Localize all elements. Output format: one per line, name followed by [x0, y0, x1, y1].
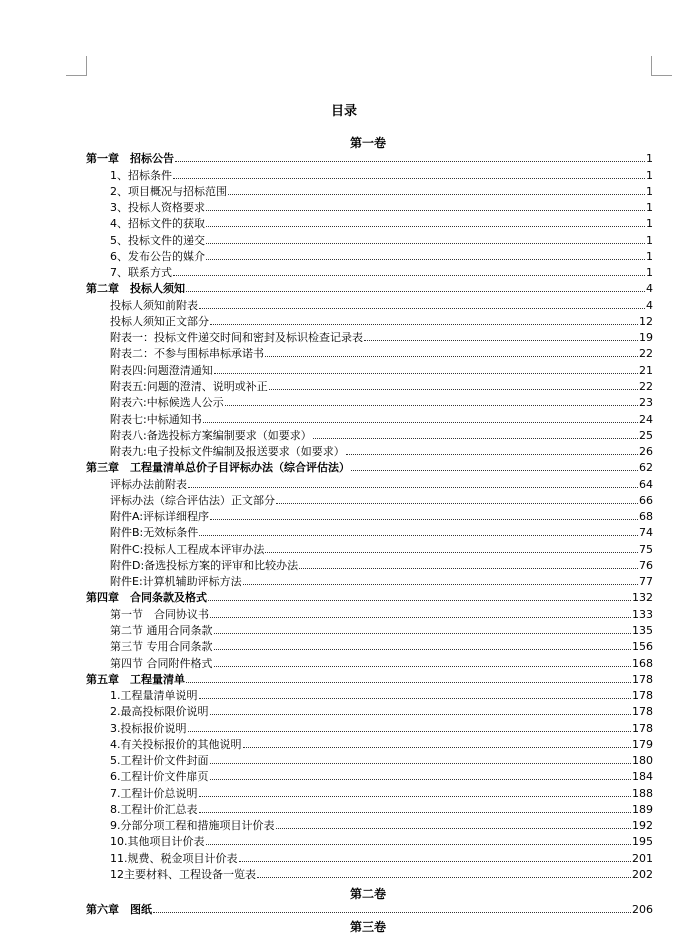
toc-entry-page-number: 21: [639, 363, 653, 377]
dot-leader: [243, 747, 632, 748]
toc-entry-label: 附表二：不参与围标串标承诺书: [110, 347, 264, 361]
toc-entry-page-number: 1: [646, 168, 653, 182]
dot-leader: [206, 844, 632, 845]
dot-leader: [276, 828, 632, 829]
dot-leader: [173, 178, 645, 179]
toc-entry-page-number: 1: [646, 152, 653, 166]
toc-entry[interactable]: [86, 686, 653, 702]
dot-leader: [188, 487, 638, 488]
toc-entry[interactable]: [86, 377, 653, 393]
toc-entry-page-number: 68: [639, 510, 653, 524]
toc-entry-page-number: 22: [639, 347, 653, 361]
toc-entry-label: 第一章 招标公告: [86, 152, 174, 166]
toc-entry-label: 7、联系方式: [110, 266, 172, 280]
toc-entry-page-number: 77: [639, 575, 653, 589]
toc-entry[interactable]: [86, 621, 653, 637]
toc-entry[interactable]: [86, 767, 653, 783]
toc-entry[interactable]: [86, 263, 653, 279]
toc-chapter-entry[interactable]: [86, 588, 653, 604]
toc-entry-label: 附表六:中标候选人公示: [110, 396, 224, 410]
toc-entry[interactable]: [86, 751, 653, 767]
toc-entry-page-number: 76: [639, 558, 653, 572]
toc-entry[interactable]: [86, 328, 653, 344]
dot-leader: [186, 682, 631, 683]
toc-entry[interactable]: [86, 702, 653, 718]
dot-leader: [243, 584, 638, 585]
toc-entry-page-number: 62: [639, 461, 653, 475]
toc-chapter-entry[interactable]: [86, 458, 653, 474]
toc-entry-page-number: 192: [632, 819, 653, 833]
toc-entry[interactable]: [86, 409, 653, 425]
toc-entry-label: 第六章 图纸: [86, 903, 152, 917]
dot-leader: [188, 731, 632, 732]
dot-leader: [210, 519, 638, 520]
toc-entry-label: 第四节 合同附件格式: [110, 656, 213, 670]
toc-entry-page-number: 135: [632, 623, 653, 637]
toc-entry[interactable]: [86, 848, 653, 864]
toc-entry-label: 3、投标人资格要求: [110, 201, 205, 215]
toc-entry-label: 2.最高投标限价说明: [110, 705, 209, 719]
toc-entry-label: 1、招标条件: [110, 168, 172, 182]
toc-entry-page-number: 133: [632, 607, 653, 621]
toc-entry-label: 附表九:电子投标文件编制及报送要求（如要求）: [110, 445, 345, 459]
toc-entry-page-number: 25: [639, 428, 653, 442]
volume-heading-2: 第二卷: [349, 887, 386, 901]
crop-mark-left-vertical: [86, 56, 87, 76]
toc-entry[interactable]: [86, 360, 653, 376]
toc-list: [86, 149, 653, 881]
dot-leader: [257, 877, 631, 878]
toc-entry-label: 6、发布公告的媒介: [110, 249, 205, 263]
toc-entry[interactable]: [86, 507, 653, 523]
toc-entry-label: 附件E:计算机辅助评标方法: [110, 575, 242, 589]
toc-entry-label: 11.规费、税金项目计价表: [110, 851, 238, 865]
crop-mark-right-vertical: [651, 56, 652, 76]
toc-entry-label: 5.工程计价文件封面: [110, 754, 209, 768]
toc-entry-label: 第四章 合同条款及格式: [86, 591, 207, 605]
toc-entry-page-number: 178: [632, 705, 653, 719]
toc-entry-label: 9.分部分项工程和措施项目计价表: [110, 819, 275, 833]
toc-entry[interactable]: [86, 474, 653, 490]
toc-entry-page-number: 178: [632, 672, 653, 686]
toc-entry-page-number: 179: [632, 737, 653, 751]
toc-entry-page-number: 195: [632, 835, 653, 849]
toc-entry[interactable]: [86, 832, 653, 848]
toc-entry-page-number: 168: [632, 656, 653, 670]
toc-entry-label: 附件C:投标人工程成本评审办法: [110, 542, 265, 556]
toc-entry-label: 附件A:评标详细程序: [110, 510, 210, 524]
dot-leader: [199, 796, 632, 797]
toc-list-volume-2: [86, 900, 653, 916]
toc-entry-page-number: 64: [639, 477, 653, 491]
volume-heading-3: 第三卷: [349, 920, 386, 934]
toc-entry[interactable]: [86, 572, 653, 588]
toc-chapter-entry[interactable]: [86, 149, 653, 165]
toc-entry-label: 附表一：投标文件递交时间和密封及标识检查记录表: [110, 331, 363, 345]
toc-entry-label: 附件B:无效标条件: [110, 526, 199, 540]
toc-entry-page-number: 74: [639, 526, 653, 540]
toc-entry[interactable]: [86, 182, 653, 198]
toc-entry[interactable]: [86, 442, 653, 458]
dot-leader: [269, 389, 638, 390]
toc-entry[interactable]: [86, 523, 653, 539]
toc-entry[interactable]: [86, 295, 653, 311]
toc-entry-page-number: 19: [639, 331, 653, 345]
toc-entry-label: 投标人须知正文部分: [110, 314, 209, 328]
page-title: 目录: [330, 104, 357, 119]
dot-leader: [276, 503, 638, 504]
dot-leader: [199, 308, 645, 309]
toc-entry[interactable]: [86, 637, 653, 653]
dot-leader: [199, 535, 638, 536]
dot-leader: [265, 356, 638, 357]
toc-entry-label: 5、投标文件的递交: [110, 233, 205, 247]
toc-entry-label: 第一节 合同协议书: [110, 607, 209, 621]
toc-entry-label: 第五章 工程量清单: [86, 672, 185, 686]
toc-entry-page-number: 75: [639, 542, 653, 556]
toc-entry-page-number: 1: [646, 217, 653, 231]
toc-entry[interactable]: [86, 865, 653, 881]
toc-entry-page-number: 1: [646, 266, 653, 280]
dot-leader: [214, 649, 632, 650]
toc-chapter-entry[interactable]: [86, 900, 653, 916]
dot-leader: [346, 454, 638, 455]
dot-leader: [265, 552, 638, 553]
toc-entry[interactable]: [86, 783, 653, 799]
dot-leader: [299, 568, 638, 569]
toc-entry[interactable]: [86, 653, 653, 669]
toc-entry-page-number: 206: [632, 903, 653, 917]
toc-entry-page-number: 132: [632, 591, 653, 605]
dot-leader: [210, 779, 632, 780]
toc-entry-label: 3.投标报价说明: [110, 721, 187, 735]
dot-leader: [364, 340, 638, 341]
toc-entry[interactable]: [86, 491, 653, 507]
toc-entry-page-number: 12: [639, 314, 653, 328]
toc-entry[interactable]: [86, 718, 653, 734]
toc-entry-page-number: 1: [646, 201, 653, 215]
toc-entry[interactable]: [86, 247, 653, 263]
dot-leader: [210, 617, 631, 618]
dot-leader: [206, 226, 645, 227]
toc-entry[interactable]: [86, 816, 653, 832]
toc-entry-label: 1.工程量清单说明: [110, 689, 198, 703]
toc-entry[interactable]: [86, 230, 653, 246]
toc-entry[interactable]: [86, 393, 653, 409]
toc-entry-label: 第三章 工程量清单总价子目评标办法（综合评估法）: [86, 461, 350, 475]
toc-entry[interactable]: [86, 312, 653, 328]
toc-entry-label: 第三节 专用合同条款: [110, 640, 213, 654]
volume-heading-1: 第一卷: [349, 136, 386, 150]
toc-entry-label: 附件D:备选投标方案的评审和比较办法: [110, 558, 299, 572]
dot-leader: [173, 275, 645, 276]
toc-entry-label: 附表四:问题澄清通知: [110, 363, 213, 377]
toc-entry[interactable]: [86, 800, 653, 816]
toc-entry-label: 第二章 投标人须知: [86, 282, 185, 296]
dot-leader: [214, 666, 632, 667]
toc-entry-label: 4、招标文件的获取: [110, 217, 205, 231]
dot-leader: [214, 633, 632, 634]
toc-entry-label: 7.工程计价总说明: [110, 786, 198, 800]
crop-mark-right-horizontal: [651, 75, 672, 76]
dot-leader: [203, 422, 638, 423]
toc-entry-page-number: 4: [646, 298, 653, 312]
toc-entry-label: 10.其他项目计价表: [110, 835, 205, 849]
toc-entry-label: 附表五:问题的澄清、说明或补正: [110, 379, 268, 393]
dot-leader: [313, 438, 638, 439]
dot-leader: [210, 763, 632, 764]
toc-entry-page-number: 156: [632, 640, 653, 654]
dot-leader: [214, 373, 638, 374]
dot-leader: [175, 161, 645, 162]
toc-entry-page-number: 4: [646, 282, 653, 296]
toc-entry-label: 12主要材料、工程设备一览表: [110, 867, 256, 881]
toc-entry[interactable]: [86, 344, 653, 360]
toc-entry-page-number: 22: [639, 379, 653, 393]
dot-leader: [210, 324, 638, 325]
toc-entry-label: 评标办法前附表: [110, 477, 187, 491]
toc-entry-label: 2、项目概况与招标范围: [110, 184, 227, 198]
toc-entry-page-number: 1: [646, 249, 653, 263]
toc-entry-page-number: 180: [632, 754, 653, 768]
dot-leader: [153, 912, 631, 913]
toc-entry-label: 投标人须知前附表: [110, 298, 198, 312]
toc-chapter-entry[interactable]: [86, 279, 653, 295]
toc-entry-page-number: 66: [639, 493, 653, 507]
dot-leader: [208, 600, 631, 601]
toc-entry[interactable]: [86, 426, 653, 442]
toc-entry-page-number: 202: [632, 867, 653, 881]
dot-leader: [210, 714, 632, 715]
toc-entry-label: 第二节 通用合同条款: [110, 623, 213, 637]
toc-entry-label: 评标办法（综合评估法）正文部分: [110, 493, 275, 507]
toc-entry-label: 8.工程计价汇总表: [110, 802, 198, 816]
toc-entry[interactable]: [86, 198, 653, 214]
toc-entry-label: 6.工程计价文件扉页: [110, 770, 209, 784]
dot-leader: [206, 259, 645, 260]
toc-chapter-entry[interactable]: [86, 670, 653, 686]
dot-leader: [206, 243, 645, 244]
dot-leader: [351, 470, 638, 471]
dot-leader: [228, 194, 645, 195]
toc-entry-page-number: 184: [632, 770, 653, 784]
toc-entry[interactable]: [86, 735, 653, 751]
toc-entry[interactable]: [86, 604, 653, 620]
toc-entry[interactable]: [86, 556, 653, 572]
toc-entry-label: 附表七:中标通知书: [110, 412, 202, 426]
dot-leader: [225, 405, 638, 406]
crop-mark-left-horizontal: [66, 75, 87, 76]
toc-entry-page-number: 1: [646, 184, 653, 198]
dot-leader: [206, 210, 645, 211]
toc-entry-page-number: 188: [632, 786, 653, 800]
toc-entry-label: 附表八:备选投标方案编制要求（如要求）: [110, 428, 312, 442]
toc-entry[interactable]: [86, 165, 653, 181]
toc-entry-page-number: 1: [646, 233, 653, 247]
toc-entry-page-number: 201: [632, 851, 653, 865]
dot-leader: [199, 698, 632, 699]
toc-entry-page-number: 189: [632, 802, 653, 816]
toc-entry-page-number: 178: [632, 689, 653, 703]
toc-entry-page-number: 178: [632, 721, 653, 735]
toc-entry[interactable]: [86, 539, 653, 555]
toc-entry[interactable]: [86, 214, 653, 230]
dot-leader: [199, 812, 632, 813]
dot-leader: [186, 291, 645, 292]
toc-entry-page-number: 26: [639, 445, 653, 459]
dot-leader: [239, 861, 632, 862]
toc-entry-page-number: 23: [639, 396, 653, 410]
toc-entry-page-number: 24: [639, 412, 653, 426]
toc-entry-label: 4.有关投标报价的其他说明: [110, 737, 242, 751]
